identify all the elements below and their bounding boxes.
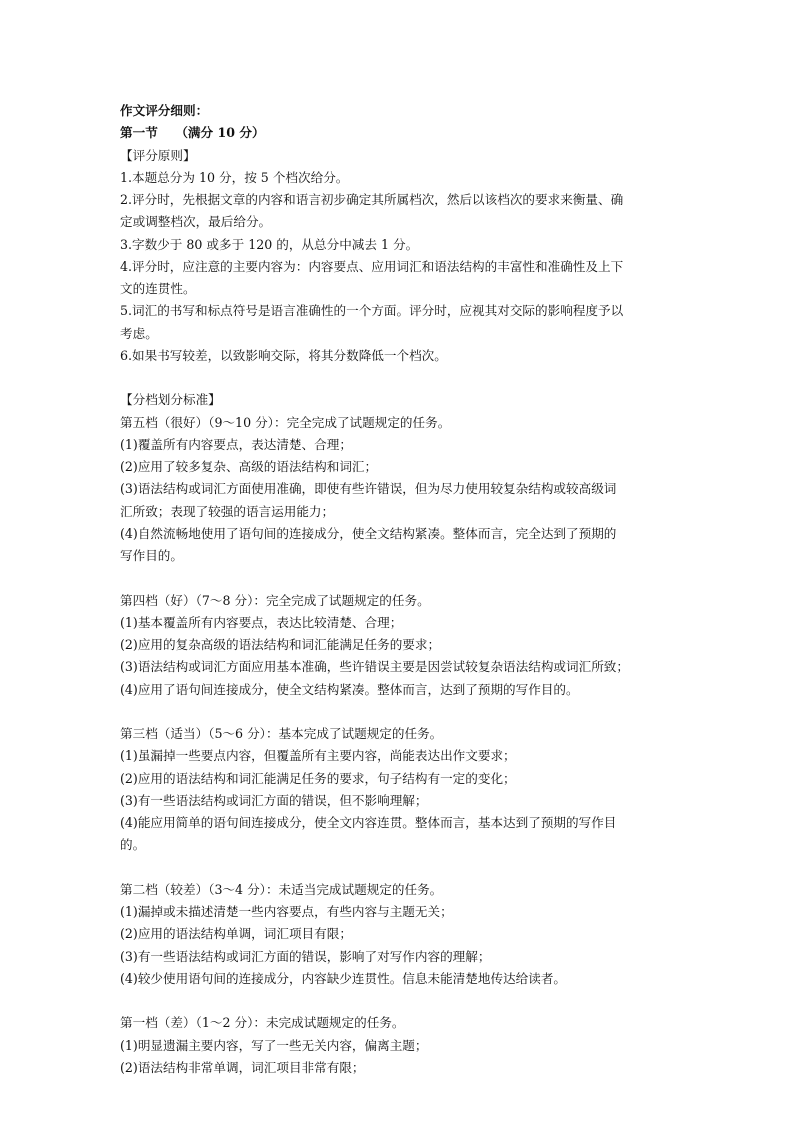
grade-2-line: (3)有一些语法结构或词汇方面的错误，影响了对写作内容的理解； xyxy=(120,948,491,964)
grade-3-line: (4)能应用简单的语句间连接成分，使全文内容连贯。整体而言，基本达到了预期的写作目 xyxy=(120,815,617,830)
grade-5-line: (1)覆盖所有内容要点，表达清楚、合理； xyxy=(120,436,352,452)
grade-1-block xyxy=(120,1012,700,1079)
principle-line: 1.本题总分为 10 分，按 5 个档次给分。 xyxy=(120,169,349,185)
principle-line: 定或调整档次，最后给分。 xyxy=(120,214,272,230)
principle-line: 3.字数少于 80 或多于 120 的，从总分中减去 1 分。 xyxy=(120,236,419,252)
principle-line: 4.评分时，应注意的主要内容为：内容要点、应用词汇和语法结构的丰富性和准确性及上下 xyxy=(120,258,624,274)
grade-5-line: (3)语法结构或词汇方面使用准确，即使有些许错误，但为尽力使用较复杂结构或较高级词 xyxy=(120,481,617,497)
standards-heading: 【分档划分标准】 xyxy=(120,392,221,408)
grade-5-line: (2)应用了较多复杂、高级的语法结构和词汇； xyxy=(120,459,378,474)
grade-1-line: (1)明显遗漏主要内容，写了一些无关内容，偏离主题； xyxy=(120,1037,428,1053)
grade-5-line: 汇所致；表现了较强的语言运用能力； xyxy=(120,503,335,519)
grade-3-line: 的。 xyxy=(120,837,146,853)
grade-4-line: (2)应用的复杂高级的语法结构和词汇能满足任务的要求； xyxy=(120,637,441,652)
grade-5-line: 写作目的。 xyxy=(120,548,183,563)
grade-2-line: (2)应用的语法结构单调，词汇项目有限； xyxy=(120,926,352,942)
grade-3-line: (2)应用的语法结构和词汇能满足任务的要求，句子结构有一定的变化； xyxy=(120,770,516,786)
grade-5-line: (4)自然流畅地使用了语句间的连接成分，使全文结构紧凑。整体而言，完全达到了预期的 xyxy=(120,525,617,541)
principle-line: 考虑。 xyxy=(120,325,158,341)
grade-4-line: (1)基本覆盖所有内容要点，表达比较清楚、合理； xyxy=(120,614,403,630)
blank-line xyxy=(120,701,700,723)
grade-4-block xyxy=(120,590,700,701)
principle-line: 5.词汇的书写和标点符号是语言准确性的一个方面。评分时，应视其对交际的影响程度予以 xyxy=(120,303,624,319)
grade-2-block xyxy=(120,879,700,990)
grade-5-line: 第五档（很好）（9～10 分）：完全完成了试题规定的任务。 xyxy=(120,414,451,430)
principle-line: 2.评分时，先根据文章的内容和语言初步确定其所属档次，然后以该档次的要求来衡量、确 xyxy=(120,192,624,207)
grade-1-line: (2)语法结构非常单调，词汇项目非常有限； xyxy=(120,1059,365,1075)
grade-4-line: (3)语法结构或词汇方面应用基本准确，些许错误主要是因尝试较复杂语法结构或词汇所致； xyxy=(120,659,629,675)
principles-heading: 【评分原则】 xyxy=(120,147,196,163)
grade-2-line: 第二档（较差）（3～4 分）：未适当完成试题规定的任务。 xyxy=(120,881,443,897)
grade-3-line: (3)有一些语法结构或词汇方面的错误，但不影响理解； xyxy=(120,792,428,808)
blank-line xyxy=(120,567,700,589)
blank-line xyxy=(120,990,700,1012)
grade-2-line: (1)漏掉或未描述清楚一些内容要点，有些内容与主题无关； xyxy=(120,904,453,919)
grade-4-line: (4)应用了语句间连接成分，使全文结构紧凑。整体而言，达到了预期的写作目的。 xyxy=(120,681,579,697)
grade-4-line: 第四档（好）（7～8 分）：完全完成了试题规定的任务。 xyxy=(120,592,430,608)
document-page xyxy=(120,100,700,1079)
principle-line: 6.如果书写较差，以致影响交际，将其分数降低一个档次。 xyxy=(120,347,447,363)
blank-line xyxy=(120,367,700,389)
grade-3-line: (1)虽漏掉一些要点内容，但覆盖所有主要内容，尚能表达出作文要求； xyxy=(120,748,516,764)
grade-2-line: (4)较少使用语句间的连接成分，内容缺少连贯性。信息未能清楚地传达给读者。 xyxy=(120,970,567,986)
grade-3-line: 第三档（适当）（5～6 分）：基本完成了试题规定的任务。 xyxy=(120,726,443,741)
blank-line xyxy=(120,857,700,879)
document-title: 作文评分细则： xyxy=(120,103,209,118)
principle-line: 文的连贯性。 xyxy=(120,281,196,296)
grade-3-block xyxy=(120,723,700,857)
grade-1-line: 第一档（差）（1～2 分）：未完成试题规定的任务。 xyxy=(120,1015,405,1031)
section-heading: 第一节 （满分 10 分） xyxy=(120,125,265,141)
grade-5-block xyxy=(120,412,700,568)
principles-list xyxy=(120,167,700,367)
